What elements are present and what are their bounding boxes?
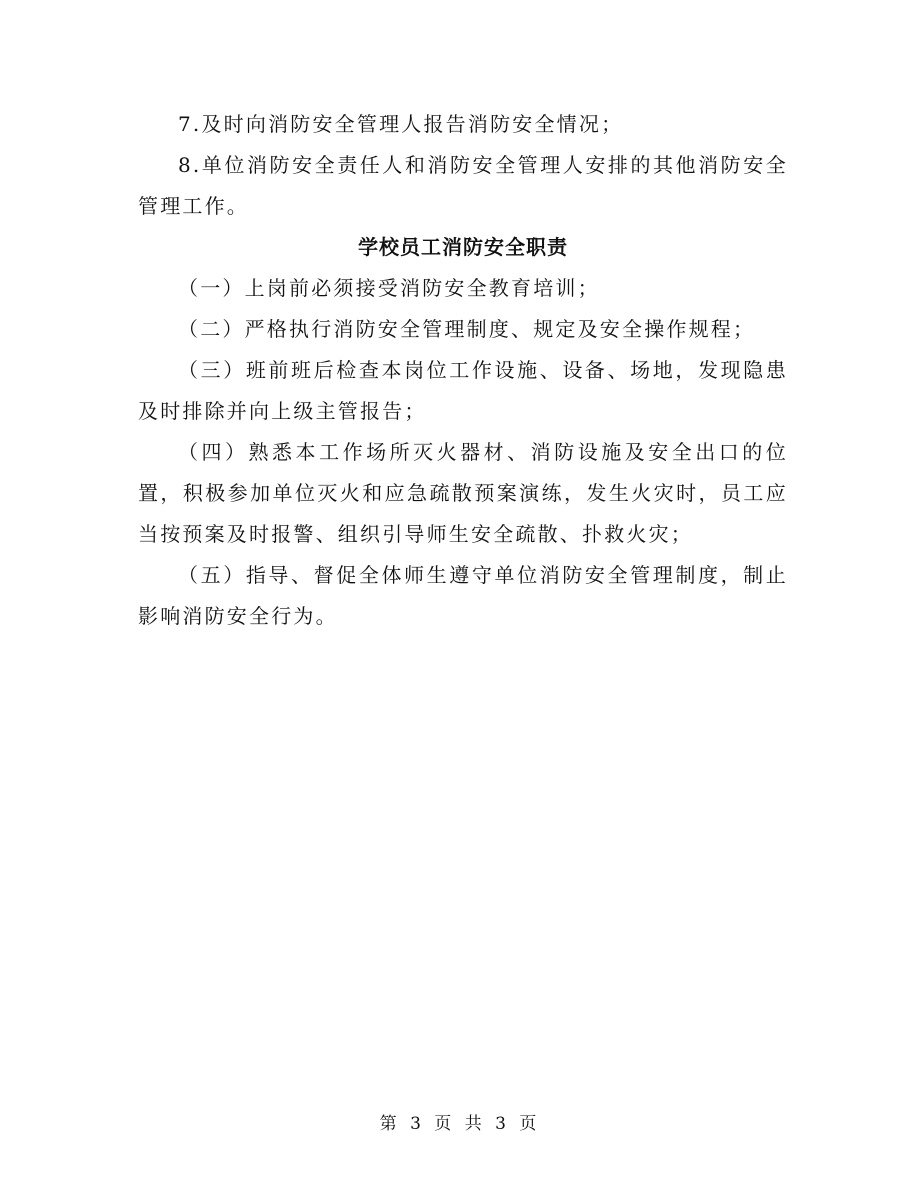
duty-item-2: （二）严格执行消防安全管理制度、规定及安全操作规程； xyxy=(178,317,756,341)
duty-item-5: （五）指导、督促全体师生遵守单位消防安全管理制度，制止影响消防安全行为。 xyxy=(138,563,788,628)
duty-item-1: （一）上岗前必须接受消防安全教育培训； xyxy=(178,276,600,300)
duty-item-4: （四）熟悉本工作场所灭火器材、消防设施及安全出口的位置，积极参加单位灭火和应急疏散预案演练，发生火灾时，员工应当按预案及时报警、组织引导师生安全疏散、扑救火灾； xyxy=(138,440,788,546)
page-number: 第 3 页 共 3 页 xyxy=(379,1114,541,1134)
list-item-7: 7.及时向消防安全管理人报告消防安全情况； xyxy=(178,112,624,136)
list-item-8: 8.单位消防安全责任人和消防安全管理人安排的其他消防安全管理工作。 xyxy=(138,153,788,218)
duty-item-3: （三）班前班后检查本岗位工作设施、设备、场地，发现隐患及时排除并向上级主管报告； xyxy=(138,358,788,423)
section-title: 学校员工消防安全职责 xyxy=(358,235,568,259)
document-body xyxy=(138,104,788,637)
